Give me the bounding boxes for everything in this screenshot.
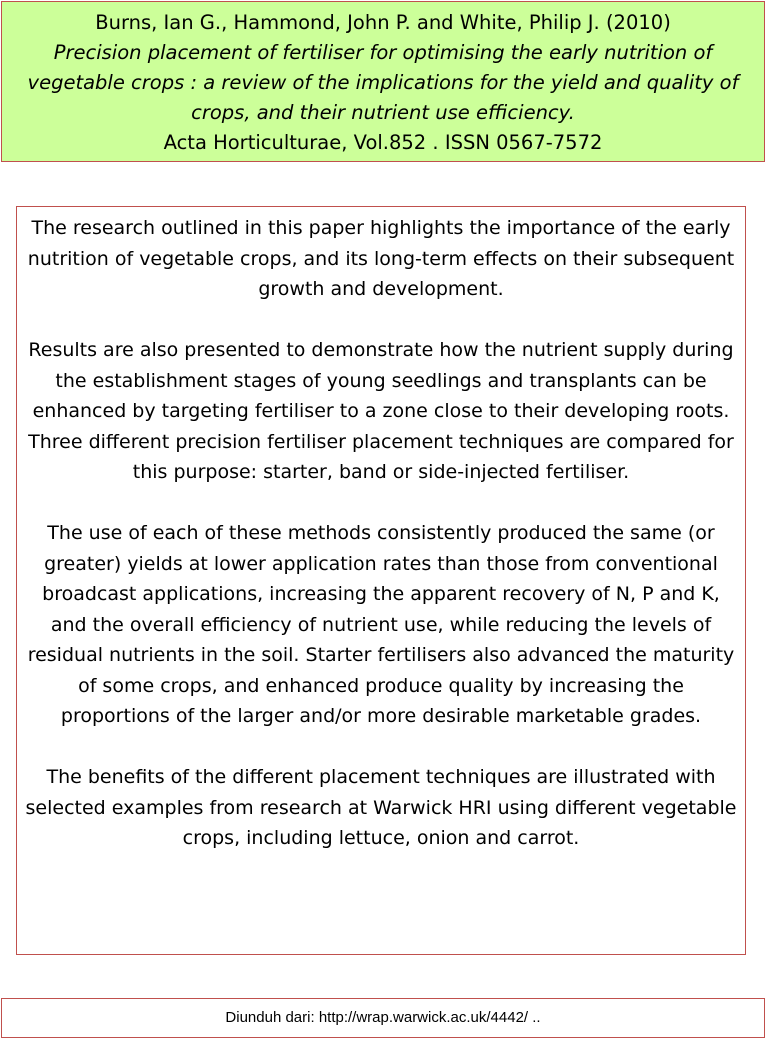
abstract-paragraph-4: The benefits of the different placement techniques are illustrated with selected examples from research at Warwick HRI using different vegetable crops, including lettuce, onion and carrot. (25, 766, 737, 849)
abstract-box (16, 206, 746, 955)
citation-authors: Burns, Ian G., Hammond, John P. and White, Philip J. (2010) (95, 11, 671, 34)
citation-journal: Acta Horticulturae, Vol.852 . ISSN 0567-7572 (163, 131, 603, 154)
source-link-text[interactable]: Diunduh dari: http://wrap.warwick.ac.uk/4442/ .. (225, 1009, 541, 1026)
source-box (1, 998, 765, 1038)
citation-title-line-3: crops, and their nutrient use efficiency. (191, 101, 575, 124)
citation-box (1, 1, 765, 162)
citation-title-line-1: Precision placement of fertiliser for optimising the early nutrition of (53, 41, 713, 64)
abstract-paragraph-3: The use of each of these methods consistently produced the same (or greater) yields at lower application rates than those from conventional broadcast applications, increasing the apparent recovery of N, P and K, and the overall efficiency of nutrient use, while reducing the levels of residual nutrients in the soil. Starter fertilisers also advanced the maturity of some crops, and enhanced produce quality by increasing the proportions of the larger and/or more desirable marketable grades. (27, 522, 735, 727)
abstract-paragraph-2: Results are also presented to demonstrate how the nutrient supply during the establishment stages of young seedlings and transplants can be enhanced by targeting fertiliser to a zone close to their developing roots. Three different precision fertiliser placement techniques are compared for this purpose: starter, band or side-injected fertiliser. (28, 339, 734, 483)
abstract-paragraph-1: The research outlined in this paper highlights the importance of the early nutrition of vegetable crops, and its long-term effects on their subsequent growth and development. (27, 217, 735, 300)
citation-title-line-2: vegetable crops : a review of the implications for the yield and quality of (27, 71, 739, 94)
